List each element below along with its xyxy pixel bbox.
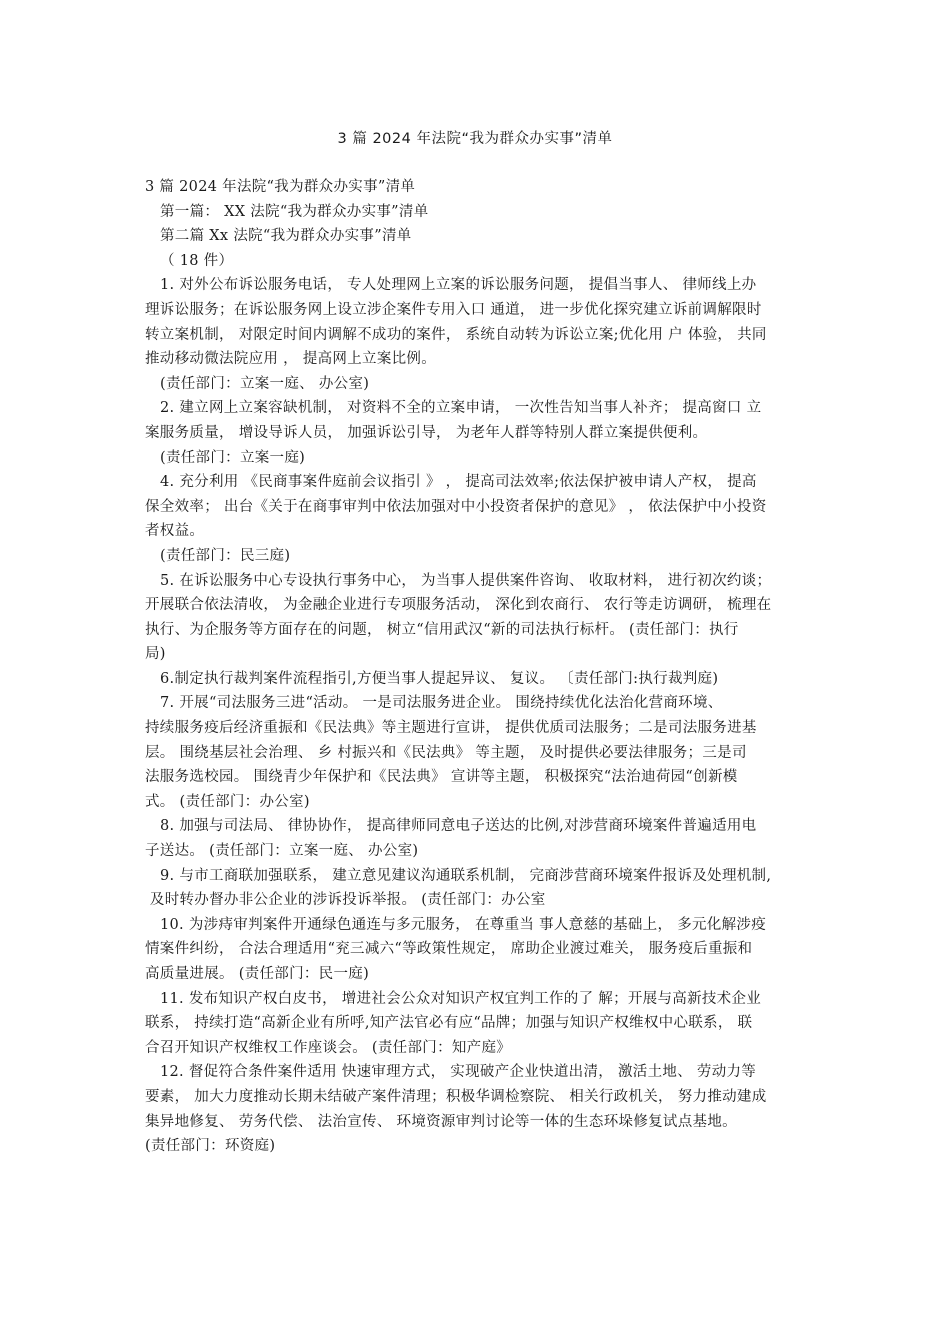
body-line: 持续服务疫后经济重振和《民法典》等主题进行宣讲， 提供优质司法服务；二是司法服务进基	[145, 720, 757, 737]
body-line: 合召开知识产权维权工作座谈会。 (责任部门：知产庭》	[145, 1039, 512, 1056]
body-line: 理诉讼服务；在诉讼服务网上设立涉企案件专用入口 通道， 进一步优化探究建立诉前调解限时	[145, 301, 762, 318]
body-line: 局)	[145, 646, 166, 663]
body-line: 及时转办督办非公企业的涉诉投诉举报。 (责任部门：办公室	[145, 892, 546, 909]
body-line: (责任部门：民三庭)	[160, 547, 291, 564]
body-line: 层。 围绕基层社会治理、 乡 村振兴和《民法典》 等主题， 及时提供必要法律服务；三是司	[145, 744, 747, 761]
body-line: 3 篇 2024 年法院“我为群众办实事”清单	[145, 179, 416, 195]
body-line: 6.制定执行裁判案件流程指引,方便当事人提起异议、 复议。 〔责任部门:执行裁判庭)	[160, 670, 719, 687]
body-line: 第二篇 Xx 法院“我为群众办实事”清单	[160, 228, 412, 245]
body-line: 要素， 加大力度推动长期未结破产案件清理；积极华调检察院、 相关行政机关， 努力推动建成	[145, 1088, 767, 1105]
body-line: 案服务质量， 增设导诉人员， 加强诉讼引导， 为老年人群等特别人群立案提供便利。	[145, 424, 708, 441]
body-line: 2. 建立网上立案容缺机制， 对资料不全的立案申请， 一次性告知当事人补齐； 提高窗口 立	[160, 400, 762, 417]
body-line: 11. 发布知识产权白皮书， 增进社会公众对知识产权宜判工作的了 解；开展与高新技术企业	[160, 990, 762, 1007]
body-line: 10. 为涉痔审判案件开通绿色通连与多元服务， 在尊重当 事人意慈的基础上， 多元化解涉疫	[160, 916, 766, 933]
body-line: (责任部门：立案一庭)	[160, 449, 306, 466]
body-line: (责任部门：立案一庭、 办公室)	[160, 375, 370, 392]
body-line: 4. 充分利用 《民商事案件庭前会议指引 》 ， 提高司法效率;依法保护被申请人产权， 提高	[160, 474, 757, 491]
body-line: （ 18 件）	[160, 252, 234, 269]
document-body	[145, 175, 810, 1159]
body-line: 1. 对外公布诉讼服务电话， 专人处理网上立案的诉讼服务问题， 提倡当事人、 律师线上办	[160, 277, 757, 294]
body-line: 集异地修复、 劳务代偿、 法治宣传、 环境资源审判讨论等一体的生态环垛修复试点基地。	[145, 1113, 737, 1130]
body-line: 7. 开展“司法服务三进“活动。 一是司法服务进企业。 围绕持续优化法治化营商环境、	[160, 695, 723, 712]
body-line: 保全效率； 出台《关于在商事审判中依法加强对中小投资者保护的意见》 ， 依法保护中小投资	[145, 498, 767, 515]
body-line: 推动移动微法院应用 ， 提高网上立案比例。	[145, 351, 437, 368]
body-line: 转立案机制， 对限定时间内调解不成功的案件， 系统自动转为诉讼立案;优化用 户 体验， 共同	[145, 326, 767, 343]
body-line: 法服务选校园。 围绕青少年保护和《民法典》 宣讲等主题， 积极探究“法治迪荷园“创新模	[145, 769, 738, 786]
body-line: 12. 督促符合条件案件适用 快速审理方式， 实现破产企业快道出清， 激活土地、 劳动力等	[160, 1064, 757, 1081]
body-line: 执行、为企服务等方面存在的问题， 树立“信用武汉“新的司法执行标杆。 (责任部门：执行	[145, 621, 739, 638]
body-line: 9. 与市工商联加强联系， 建立意见建议沟通联系机制， 完商涉营商环境案件报诉及处理机制,	[160, 867, 772, 884]
body-line: 情案件纠纷， 合法合理适用“兖三减六“等政策性规定， 席助企业渡过难关， 服务疫后重振和	[145, 941, 753, 958]
body-line: 子送达。 (责任部门：立案一庭、 办公室)	[145, 843, 419, 860]
body-line: 5. 在诉讼服务中心专设执行事务中心， 为当事人提供案件咨询、 收取材料， 进行初次约谈；	[160, 572, 772, 589]
body-line: 高质量进展。 (责任部门：民一庭)	[145, 966, 370, 982]
body-line: 第一篇： XX 法院“我为群众办实事”清单	[160, 203, 429, 220]
body-line: 者权益。	[145, 523, 205, 540]
body-line: 式。 (责任部门：办公室)	[145, 793, 310, 810]
body-line: 开展联合依法清收， 为金融企业进行专项服务活动， 深化到农商行、 农行等走访调研， 梳理在	[145, 597, 772, 614]
body-line: 8. 加强与司法局、 律协协作， 提高律师同意电子送达的比例,对涉营商环境案件普遍适用电	[160, 818, 757, 835]
page-title: 3 篇 2024 年法院“我为群众办实事”清单	[337, 131, 613, 147]
body-line: (责任部门：环资庭)	[145, 1138, 276, 1155]
body-line: 联系， 持续打造“高新企业有所呼,知产法官必有应“品牌；加强与知识产权维权中心联系， 联	[145, 1015, 753, 1032]
